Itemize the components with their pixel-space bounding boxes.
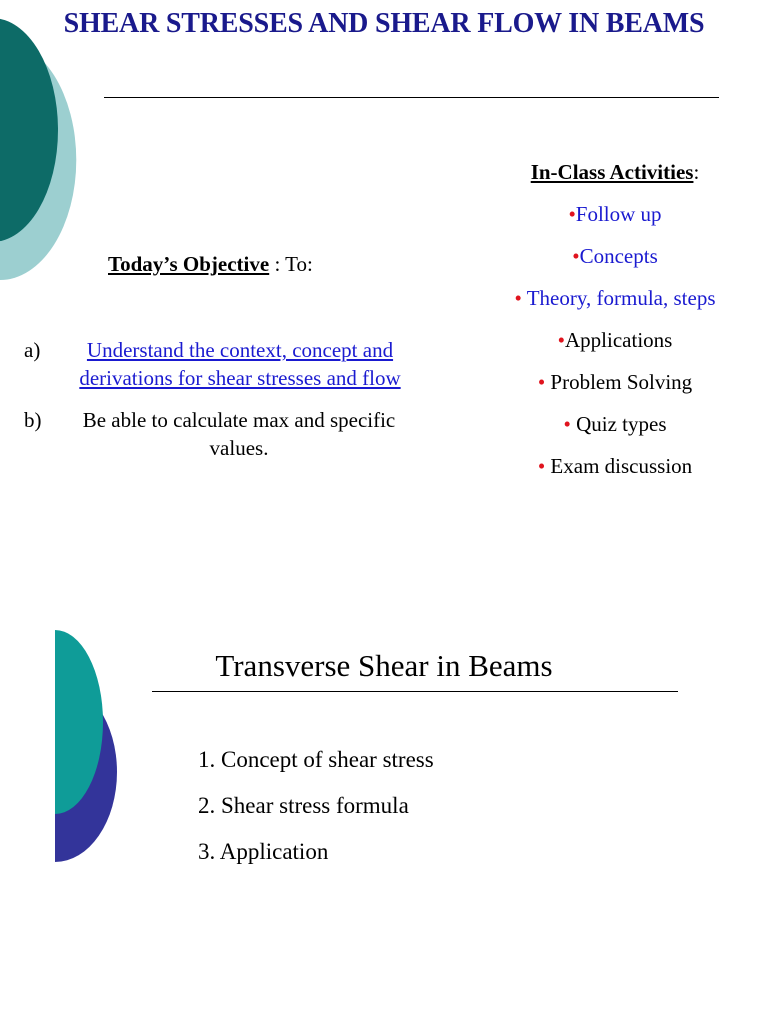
objective-marker: a) [24,338,41,362]
objective-label: Today’s Objective [108,252,270,276]
activity-text: Theory, formula, steps [526,286,716,310]
activities-heading-label: In-Class Activities [530,160,694,184]
activity-text: Applications [565,328,673,352]
objective-link[interactable]: Understand the context, concept and derivations for shear stresses and flow [79,338,401,390]
objective-heading [108,252,313,277]
activity-text: Exam discussion [550,454,693,478]
objective-suffix: : To: [269,252,313,276]
bullet-icon: • [537,370,551,394]
teal-shape [7,630,103,814]
list-item: 3. Application [198,839,329,864]
bullet-icon: • [572,244,580,268]
activity-item [470,368,760,410]
slide2-divider [152,691,678,692]
bullet-icon: • [514,286,527,310]
objective-marker: b) [24,408,42,432]
activities-heading-colon: : [693,160,700,184]
slide2-title: Transverse Shear in Beams [215,648,553,683]
slide2-decoration [0,626,130,866]
activity-item [470,410,760,452]
title-divider [104,97,719,98]
activity-item [470,200,760,242]
activities-heading [470,158,760,200]
bullet-icon: • [537,454,551,478]
activity-text: Quiz types [576,412,667,436]
activity-text: Follow up [575,202,662,226]
in-class-activities [470,158,760,494]
bullet-icon: • [557,328,566,352]
list-item: 2. Shear stress formula [198,793,409,818]
list-item: 1. Concept of shear stress [198,747,434,772]
objective-text: Be able to calculate max and specific values. [82,408,396,460]
topic-list [198,744,434,882]
bullet-icon: • [563,412,577,436]
activity-item [470,452,760,494]
activity-item [470,242,760,284]
slide1-decoration [0,0,120,290]
activity-text: Concepts [579,244,658,268]
activity-item [470,326,760,368]
activity-item [470,284,760,326]
slide1-title: SHEAR STRESSES AND SHEAR FLOW IN BEAMS [63,8,705,39]
activity-text: Problem Solving [550,370,693,394]
bullet-icon: • [568,202,576,226]
